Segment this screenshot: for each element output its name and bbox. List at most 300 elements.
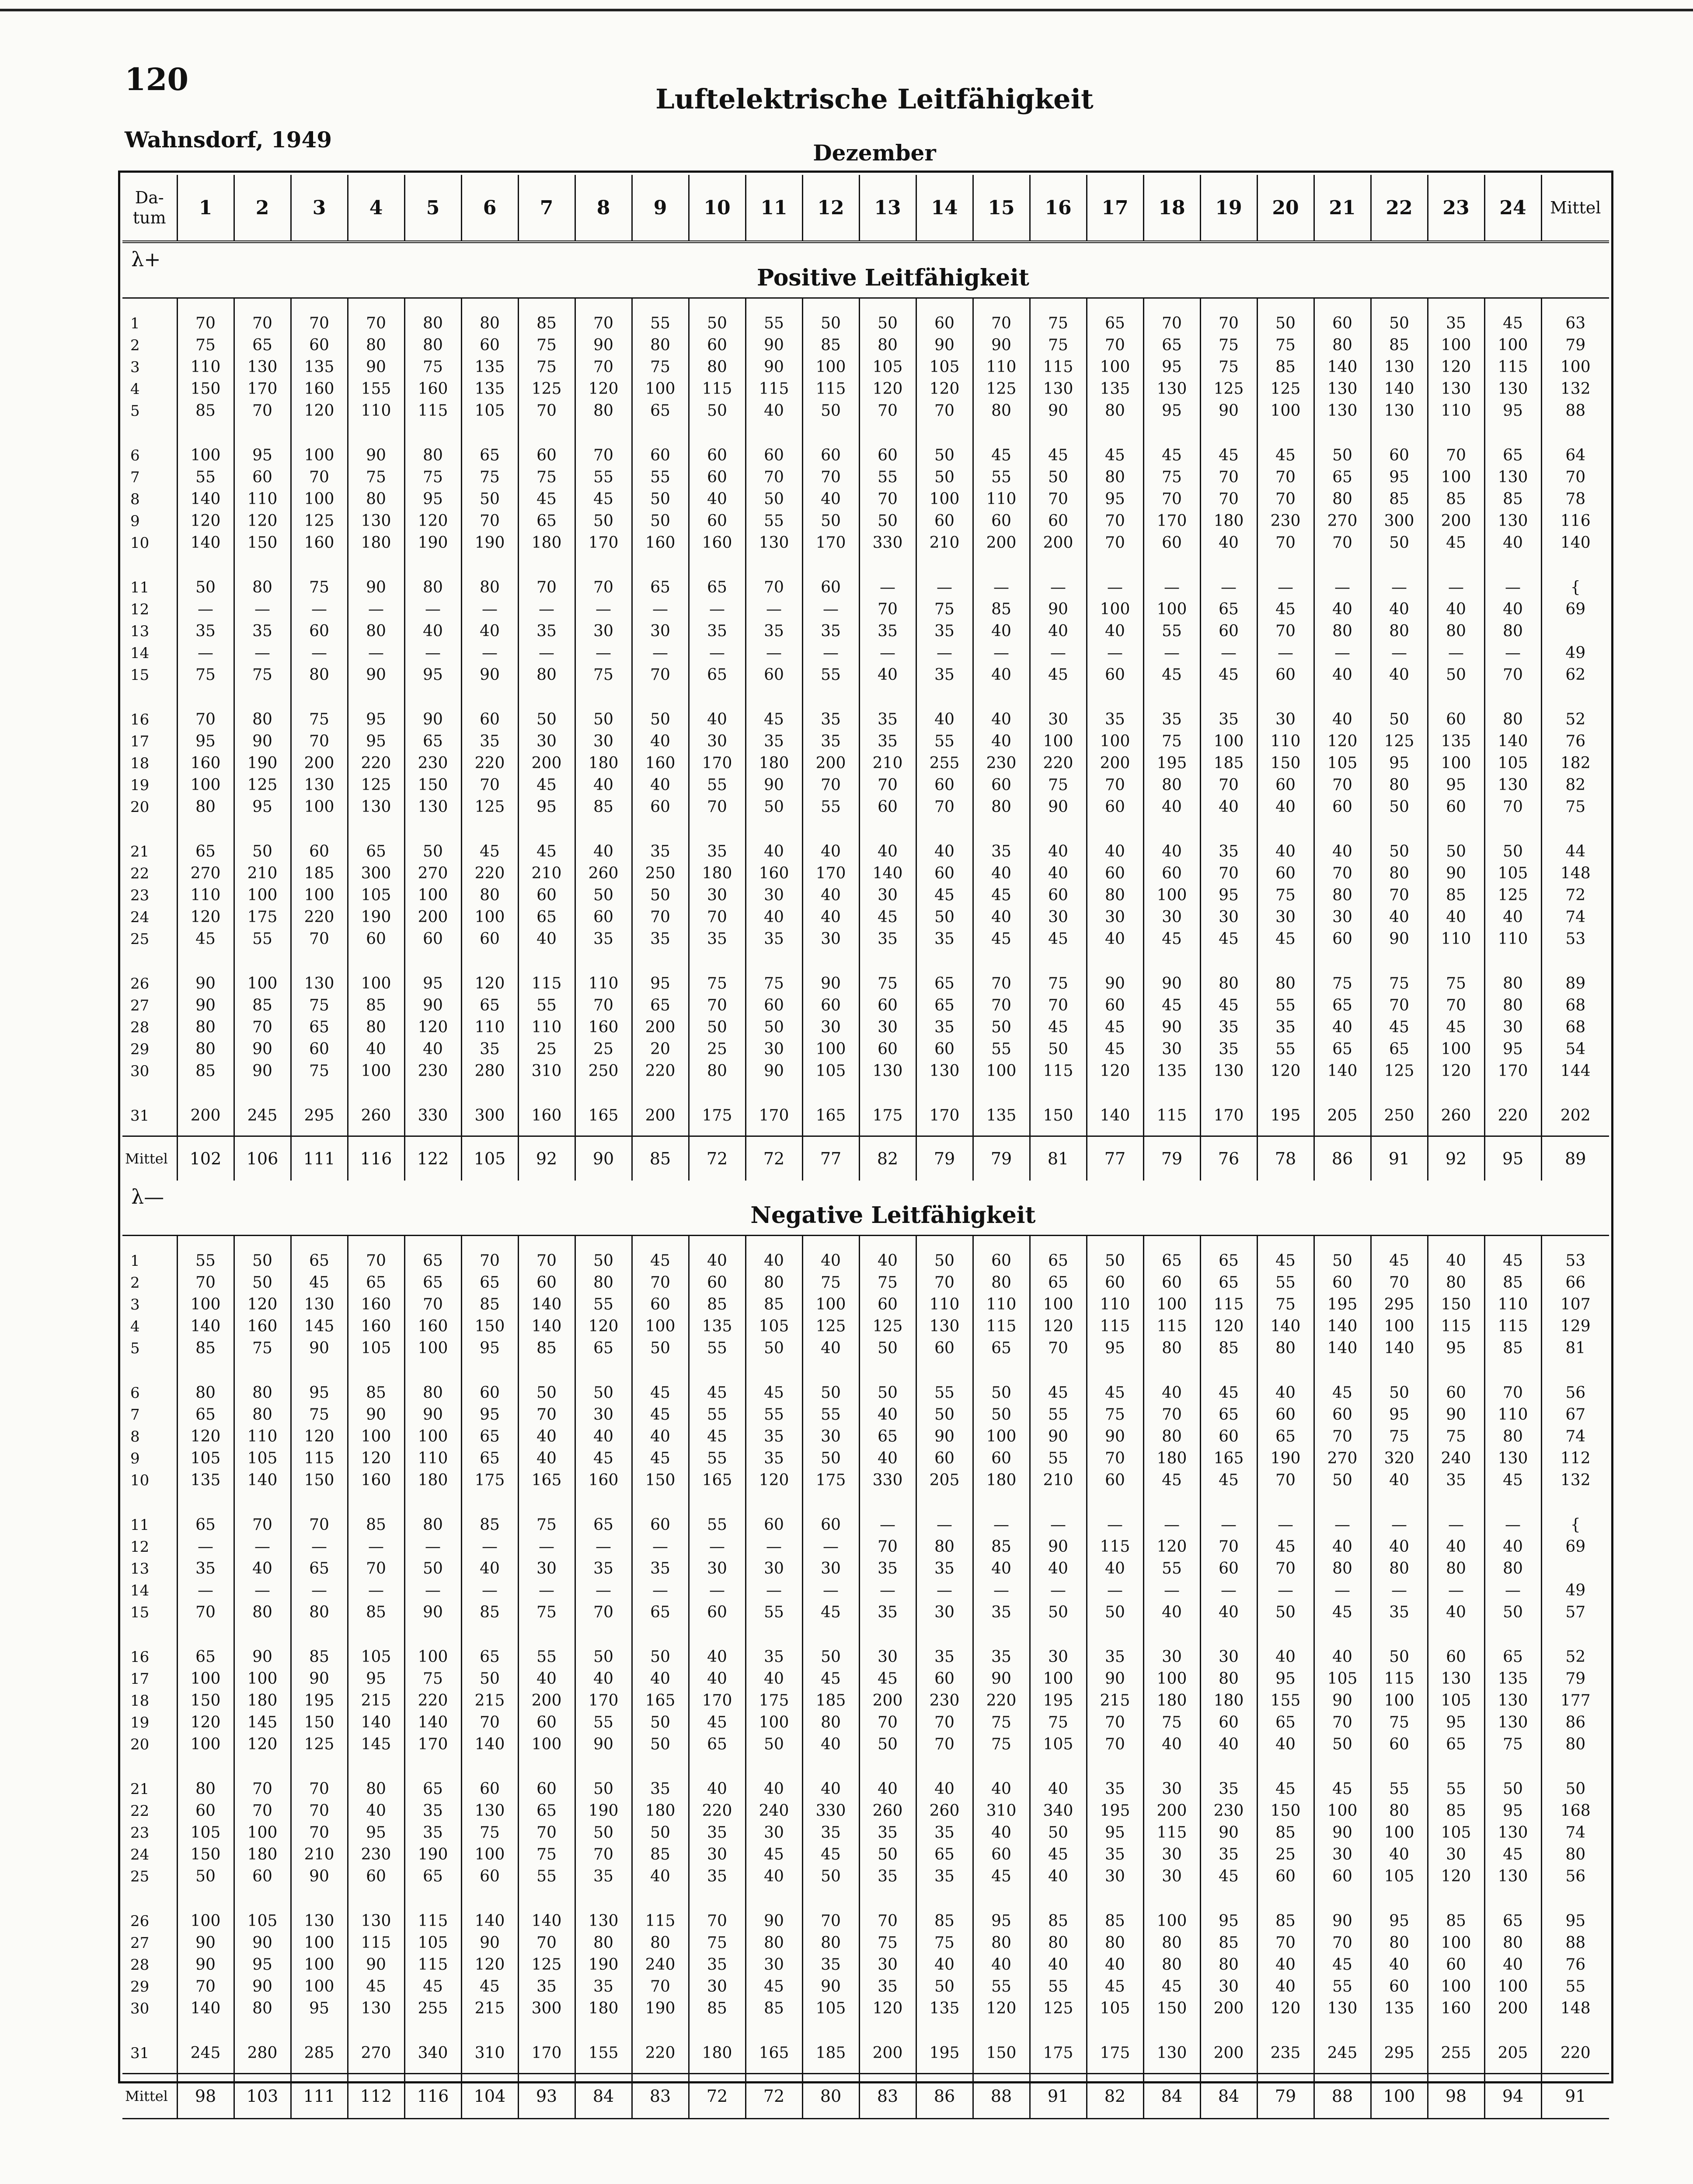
value: 150 [190, 380, 221, 398]
value: 75 [991, 1735, 1011, 1753]
value: 100 [304, 490, 334, 508]
value: 40 [991, 864, 1011, 882]
value: 130 [304, 1296, 334, 1313]
positive-hour-cell [1143, 298, 1200, 431]
value: 80 [423, 314, 443, 332]
value: 70 [252, 1802, 272, 1820]
value: 105 [247, 1449, 278, 1467]
value: 120 [759, 1471, 789, 1489]
value: 220 [702, 1802, 732, 1820]
value: 100 [247, 886, 278, 904]
value: 70 [252, 314, 272, 332]
positive-hour-mean: 77 [1087, 1136, 1143, 1181]
day-label: 9 [130, 1450, 140, 1467]
station-label: Wahnsdorf, 1949 [125, 127, 332, 153]
value: 45 [1048, 1018, 1068, 1036]
negative-hour-cell [973, 1236, 1030, 1369]
value: 90 [195, 1934, 216, 1952]
value: 70 [1446, 446, 1466, 464]
value: 90 [309, 1670, 329, 1688]
value: 90 [252, 1648, 272, 1666]
day-label: 23 [130, 887, 150, 904]
negative-hour-cell [916, 1632, 973, 1764]
value: 40 [764, 1780, 784, 1798]
value: 240 [1441, 1449, 1471, 1467]
negative-hour-mean: 72 [745, 2074, 802, 2119]
negative-hour-cell [404, 1632, 461, 1764]
value: 60 [536, 446, 557, 464]
value: 75 [1162, 732, 1182, 750]
value: — [1505, 644, 1521, 662]
value: 220 [361, 754, 391, 772]
value: 105 [247, 1912, 278, 1930]
value: 250 [1384, 1107, 1414, 1125]
positive-hour-cell [859, 827, 916, 959]
value: 60 [934, 1449, 954, 1467]
value: 130 [361, 1912, 391, 1930]
positive-hour-cell [1257, 298, 1314, 431]
value: 45 [1332, 1780, 1352, 1798]
negative-hour-cell [1257, 1236, 1314, 1369]
value: 70 [1219, 776, 1239, 794]
value: 40 [764, 908, 784, 926]
value: 175 [247, 908, 278, 926]
negative-hour-cell [348, 1764, 404, 1896]
positive-hour-mean: 90 [575, 1136, 632, 1181]
positive-hour-cell [1314, 1091, 1371, 1136]
value: 50 [1275, 314, 1296, 332]
value: 70 [1105, 1735, 1125, 1753]
day-label: 20 [130, 1736, 150, 1753]
value: 120 [361, 1449, 391, 1467]
value: 160 [418, 380, 448, 398]
value: 115 [1498, 1317, 1528, 1335]
value: — [311, 600, 327, 618]
value: 70 [536, 578, 557, 596]
day-label: 12 [130, 1538, 150, 1556]
value: 130 [1157, 2044, 1187, 2062]
value: 80 [366, 622, 386, 640]
value: 50 [252, 1274, 272, 1292]
value: 90 [480, 666, 500, 684]
value: 100 [1157, 1296, 1187, 1313]
day-label: 17 [130, 733, 150, 750]
negative-hour-cell [234, 1896, 291, 2028]
value: 165 [645, 1692, 676, 1710]
value: 85 [1219, 1934, 1239, 1952]
negative-hour-cell [1087, 1500, 1143, 1632]
value: 105 [815, 1999, 846, 2017]
value: 95 [1446, 776, 1466, 794]
negative-hour-cell [745, 1368, 802, 1500]
value: 65 [1219, 1406, 1239, 1424]
value: 125 [872, 1317, 903, 1335]
value: 150 [190, 1692, 221, 1710]
value: 80 [480, 578, 500, 596]
daily-mean-value: 49 [1565, 644, 1586, 662]
value: 65 [423, 1867, 443, 1885]
value: 65 [536, 1802, 557, 1820]
value: 120 [872, 380, 903, 398]
value: 50 [707, 314, 727, 332]
value: 50 [821, 512, 841, 530]
value: — [1164, 1516, 1180, 1534]
negative-hour-cell [859, 1764, 916, 1896]
value: 70 [1105, 776, 1125, 794]
value: 50 [878, 1339, 898, 1357]
day-label: 2 [130, 337, 140, 354]
value: 80 [252, 711, 272, 728]
value: 90 [593, 1735, 613, 1753]
positive-hour-cell [348, 298, 404, 431]
value: 50 [252, 843, 272, 860]
positive-hour-cell [1200, 298, 1257, 431]
negative-hour-cell [1428, 1368, 1484, 1500]
negative-hour-cell [1200, 1500, 1257, 1632]
value: 60 [1105, 666, 1125, 684]
value: 170 [1498, 1062, 1528, 1080]
negative-day-labels [122, 2028, 177, 2074]
value: 40 [1105, 843, 1125, 860]
value: 120 [190, 1428, 221, 1446]
value: 210 [531, 864, 562, 882]
value: 80 [764, 1934, 784, 1952]
value: 205 [929, 1471, 960, 1489]
value: 85 [480, 1516, 500, 1534]
value: 180 [702, 2044, 732, 2062]
value: 140 [531, 1296, 562, 1313]
positive-hour-mean: 85 [632, 1136, 689, 1181]
value: — [1278, 644, 1293, 662]
value: 75 [536, 1516, 557, 1534]
value: 120 [190, 512, 221, 530]
value: — [596, 644, 611, 662]
value: 60 [1105, 996, 1125, 1014]
value: — [880, 644, 895, 662]
day-label: 9 [130, 512, 140, 530]
value: 95 [991, 1912, 1011, 1930]
value: 40 [934, 843, 954, 860]
value: 55 [934, 1384, 954, 1402]
positive-hour-mean: 79 [1143, 1136, 1200, 1181]
value: 45 [650, 1449, 670, 1467]
negative-hour-cell [1257, 1764, 1314, 1896]
value: 45 [991, 1867, 1011, 1885]
value: 55 [878, 468, 898, 486]
value: 50 [821, 1648, 841, 1666]
value: 105 [1384, 1867, 1414, 1885]
value: 50 [1389, 1648, 1409, 1666]
value: 190 [588, 1956, 619, 1974]
negative-hour-cell [859, 1500, 916, 1632]
value: 45 [1162, 666, 1182, 684]
value: 70 [1219, 468, 1239, 486]
negative-hour-cell [234, 1236, 291, 1369]
hour-header: 6 [461, 175, 518, 242]
positive-overall-mean: 89 [1541, 1136, 1609, 1181]
value: 60 [309, 336, 329, 354]
value: 40 [1503, 534, 1523, 552]
negative-hour-mean: 88 [1314, 2074, 1371, 2119]
value: 40 [1048, 622, 1068, 640]
value: 40 [536, 1670, 557, 1688]
value: 60 [1332, 1867, 1352, 1885]
value: — [652, 1538, 668, 1556]
value: — [1221, 1516, 1237, 1534]
value: 60 [764, 446, 784, 464]
value: 90 [423, 1603, 443, 1621]
value: 100 [1043, 1296, 1073, 1313]
value: 130 [1327, 1999, 1358, 2017]
value: 75 [309, 1062, 329, 1080]
daily-mean-value: 66 [1565, 1274, 1586, 1292]
negative-hour-cell [1030, 1368, 1087, 1500]
value: 300 [361, 864, 391, 882]
value: 50 [536, 1384, 557, 1402]
negative-hour-cell [1257, 1632, 1314, 1764]
positive-hour-cell [745, 563, 802, 695]
value: 40 [821, 908, 841, 926]
value: 115 [418, 402, 448, 420]
value: 80 [195, 1384, 216, 1402]
day-label: 13 [130, 1560, 150, 1578]
value: 105 [190, 1449, 221, 1467]
negative-hour-cell [632, 1896, 689, 2028]
negative-hour-cell [802, 1236, 859, 1369]
value: 65 [934, 1846, 954, 1864]
value: 80 [593, 402, 613, 420]
value: 60 [1162, 1274, 1182, 1292]
negative-hour-cell [1428, 2028, 1484, 2074]
value: 90 [1048, 1538, 1068, 1556]
positive-hour-cell [973, 431, 1030, 563]
value: 60 [650, 1516, 670, 1534]
value: 260 [1441, 1107, 1471, 1125]
value: 30 [593, 622, 613, 640]
value: 70 [1503, 666, 1523, 684]
positive-hour-cell [1030, 695, 1087, 827]
value: 40 [991, 1780, 1011, 1798]
value: 50 [423, 843, 443, 860]
value: 40 [1275, 1956, 1296, 1974]
value: 160 [702, 534, 732, 552]
value: 45 [821, 1846, 841, 1864]
value: 60 [650, 798, 670, 816]
positive-hour-cell [404, 695, 461, 827]
value: 70 [1389, 1274, 1409, 1292]
positive-hour-cell [1484, 298, 1541, 431]
negative-hour-cell [1030, 1632, 1087, 1764]
value: 40 [1219, 1603, 1239, 1621]
value: — [937, 1516, 952, 1534]
value: 55 [707, 1339, 727, 1357]
value: 130 [304, 975, 334, 993]
value: — [1334, 1516, 1350, 1534]
negative-hour-cell [461, 1632, 518, 1764]
value: 35 [1219, 1780, 1239, 1798]
value: 65 [1048, 1274, 1068, 1292]
positive-day-block [122, 827, 1609, 959]
value: 40 [1446, 908, 1466, 926]
value: 70 [878, 1912, 898, 1930]
value: 100 [247, 1670, 278, 1688]
value: 30 [878, 1648, 898, 1666]
value: 60 [366, 1867, 386, 1885]
value: 40 [1162, 1603, 1182, 1621]
positive-hour-cell [1030, 563, 1087, 695]
value: — [993, 1516, 1009, 1534]
value: — [368, 644, 384, 662]
value: 75 [366, 468, 386, 486]
positive-hour-cell [348, 431, 404, 563]
value: 40 [1048, 843, 1068, 860]
value: 100 [474, 1846, 505, 1864]
value: — [311, 1538, 327, 1556]
negative-hour-cell [575, 1236, 632, 1369]
positive-hour-mean: 72 [745, 1136, 802, 1181]
negative-hour-cell [1428, 1500, 1484, 1632]
value: 95 [1503, 1040, 1523, 1058]
value: 50 [1048, 1603, 1068, 1621]
positive-hour-cell [1143, 431, 1200, 563]
value: 110 [247, 490, 278, 508]
value: 35 [764, 732, 784, 750]
value: 165 [531, 1471, 562, 1489]
value: 100 [815, 1296, 846, 1313]
value: 90 [366, 446, 386, 464]
value: 120 [872, 1999, 903, 2017]
value: 90 [195, 975, 216, 993]
value: 55 [764, 512, 784, 530]
day-label: 15 [130, 666, 150, 684]
value: 50 [1332, 1471, 1352, 1489]
positive-hour-cell [745, 298, 802, 431]
value: 40 [1503, 1956, 1523, 1974]
value: 70 [252, 402, 272, 420]
negative-day-mean-cell [1541, 2028, 1609, 2074]
value: 55 [252, 930, 272, 948]
value: 40 [1332, 1018, 1352, 1036]
hour-header: 18 [1143, 175, 1200, 242]
value: 90 [764, 776, 784, 794]
value: 80 [1219, 1670, 1239, 1688]
value: 75 [1048, 336, 1068, 354]
value: 45 [1503, 314, 1523, 332]
day-label: 3 [130, 359, 140, 376]
value: 70 [1332, 1934, 1352, 1952]
top-rule [0, 0, 1693, 11]
positive-hour-mean: 72 [689, 1136, 745, 1181]
value: 45 [1048, 1384, 1068, 1402]
positive-day-labels [122, 298, 177, 431]
value: 110 [986, 358, 1017, 376]
negative-hour-cell [916, 1896, 973, 2028]
value: 30 [764, 1040, 784, 1058]
value: 40 [991, 732, 1011, 750]
value: 35 [934, 622, 954, 640]
positive-hour-cell [1428, 1091, 1484, 1136]
value: 160 [361, 1296, 391, 1313]
value: 35 [1219, 1018, 1239, 1036]
value: 160 [304, 534, 334, 552]
value: 125 [1043, 1999, 1073, 2017]
daily-mean-value: 68 [1565, 996, 1586, 1014]
positive-hour-cell [689, 431, 745, 563]
value: 40 [1275, 1978, 1296, 1996]
value: 130 [1213, 1062, 1244, 1080]
value: 50 [1503, 1603, 1523, 1621]
value: 85 [536, 1339, 557, 1357]
value: 70 [878, 1538, 898, 1556]
value: 105 [1498, 754, 1528, 772]
value: 35 [480, 1040, 500, 1058]
value: 50 [480, 1670, 500, 1688]
negative-hour-cell [291, 1764, 348, 1896]
negative-hour-cell [1143, 1764, 1200, 1896]
value: 90 [366, 1406, 386, 1424]
negative-hour-cell [404, 1368, 461, 1500]
value: — [652, 600, 668, 618]
value: 95 [195, 732, 216, 750]
positive-hour-cell [689, 563, 745, 695]
value: 40 [593, 1670, 613, 1688]
value: 40 [878, 1449, 898, 1467]
negative-hour-cell [177, 1236, 234, 1369]
negative-hour-mean: 91 [1030, 2074, 1087, 2119]
daily-mean-value: 112 [1560, 1449, 1591, 1467]
value: 130 [304, 1912, 334, 1930]
value: 35 [593, 1978, 613, 1996]
value: 80 [1389, 1560, 1409, 1578]
value: 135 [1384, 1999, 1414, 2017]
value: 215 [474, 1692, 505, 1710]
value: 50 [593, 1384, 613, 1402]
negative-hour-mean: 83 [859, 2074, 916, 2119]
value: 85 [480, 1296, 500, 1313]
value: 95 [309, 1384, 329, 1402]
value: 220 [304, 908, 334, 926]
value: 30 [1162, 1040, 1182, 1058]
value: 100 [1327, 1802, 1358, 1820]
positive-hour-cell [802, 298, 859, 431]
value: 110 [418, 1449, 448, 1467]
value: 150 [1441, 1296, 1471, 1313]
value: 40 [991, 908, 1011, 926]
value: 170 [418, 1735, 448, 1753]
value: 50 [1389, 843, 1409, 860]
value: 65 [1219, 600, 1239, 618]
value: 80 [1275, 975, 1296, 993]
value: 70 [1332, 864, 1352, 882]
positive-day-mean-cell [1541, 827, 1609, 959]
value: 90 [593, 336, 613, 354]
value: 40 [764, 1252, 784, 1270]
value: 60 [1275, 776, 1296, 794]
value: 65 [1219, 1252, 1239, 1270]
value: 270 [1327, 512, 1358, 530]
value: 70 [991, 996, 1011, 1014]
value: 160 [418, 1317, 448, 1335]
negative-hour-cell [689, 1764, 745, 1896]
day-label: 22 [130, 865, 150, 882]
value: 75 [878, 1274, 898, 1292]
value: 40 [1105, 1956, 1125, 1974]
value: 30 [934, 1603, 954, 1621]
value: — [198, 1538, 213, 1556]
value: 115 [759, 380, 789, 398]
value: 40 [1332, 1648, 1352, 1666]
value: 50 [764, 798, 784, 816]
